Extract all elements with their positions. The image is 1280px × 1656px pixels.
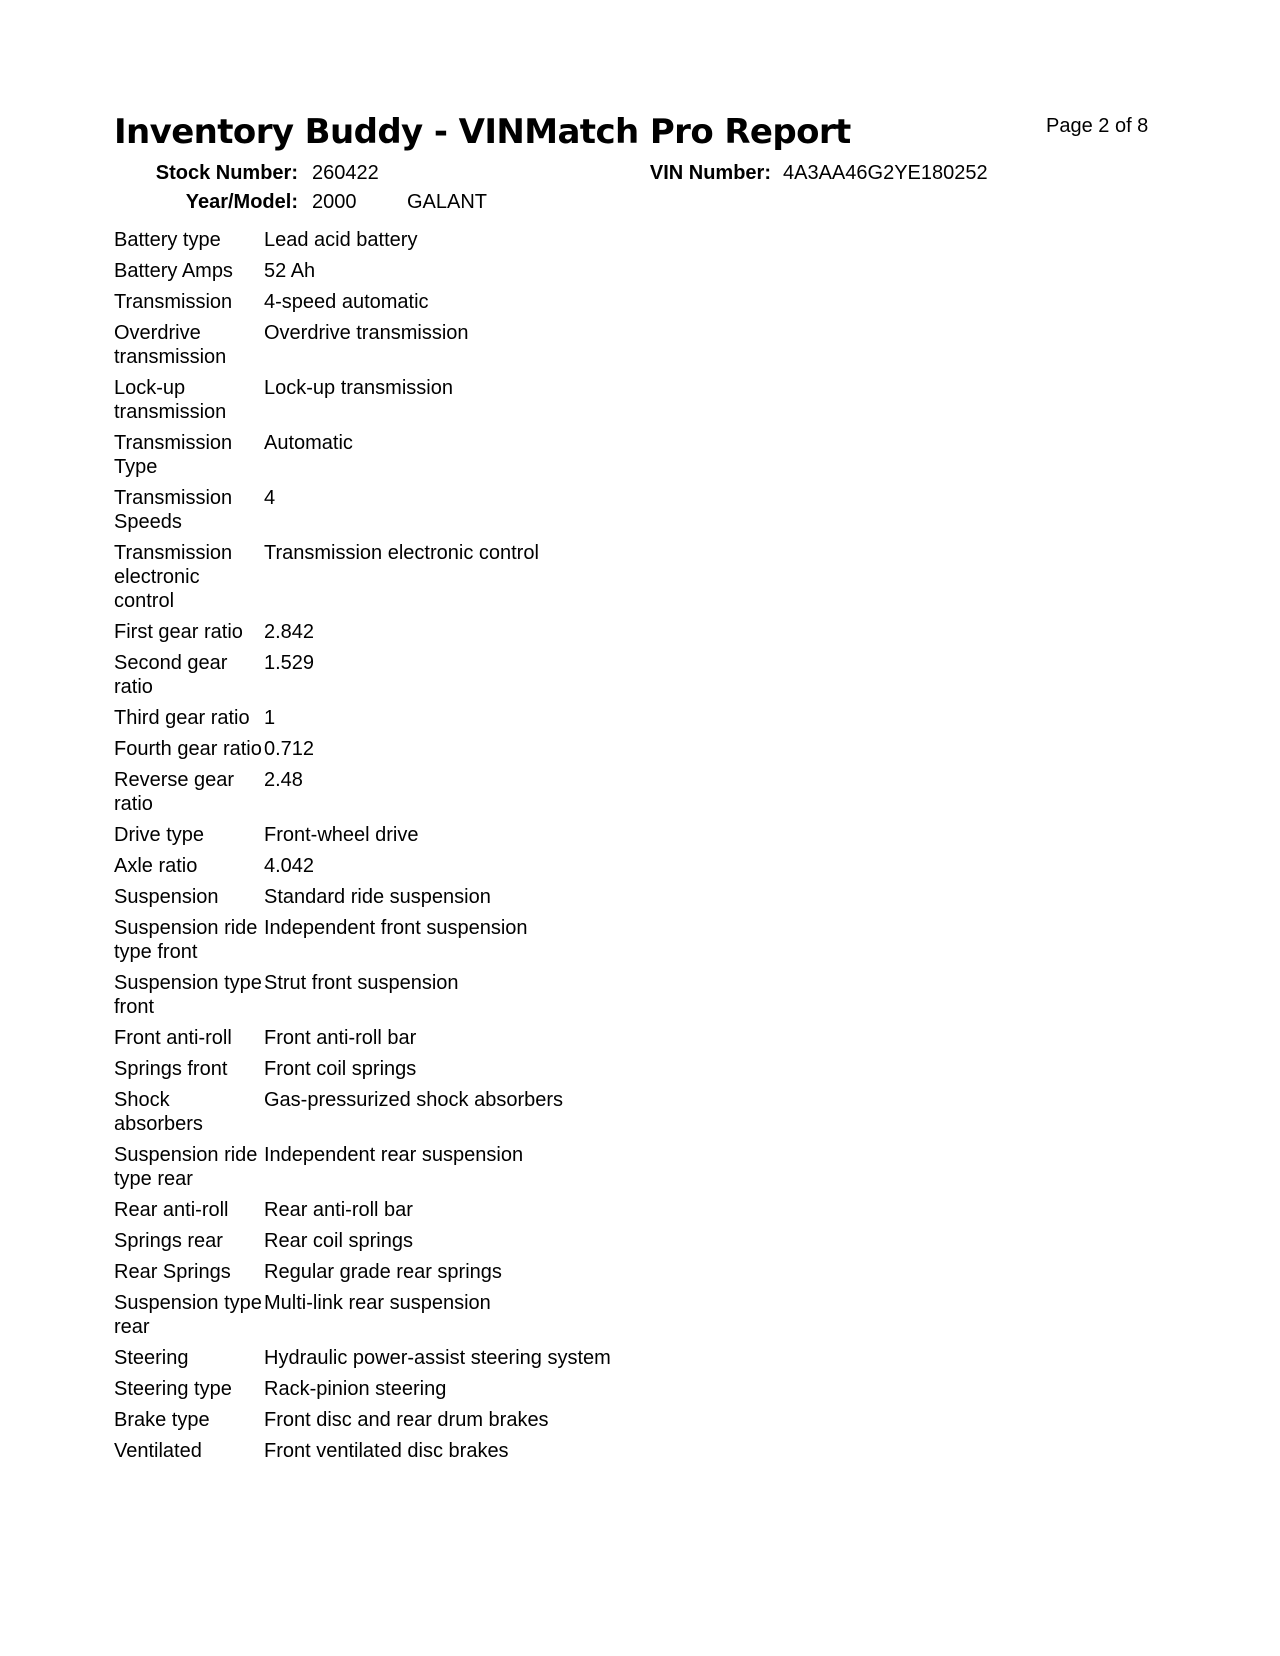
spec-row [114,431,674,479]
spec-row [114,290,674,314]
spec-label: Springs front [114,1058,228,1080]
stock-number-label: Stock Number: [155,162,298,184]
spec-label: Battery Amps [114,260,233,282]
spec-label: Shock absorbers [114,1089,203,1135]
spec-value: Lock-up transmission [264,377,453,399]
spec-list [114,228,674,1470]
spec-label: Steering [114,1347,189,1369]
spec-label: Drive type [114,824,205,846]
spec-label: Rear Springs [114,1261,231,1283]
spec-row [114,1260,674,1284]
year-model-label: Year/Model: [185,191,298,213]
spec-label: Transmission Type [114,432,233,478]
spec-row [114,1198,674,1222]
spec-label: Brake type [114,1409,210,1431]
spec-value: Overdrive transmission [264,322,469,344]
spec-label: Suspension type rear [114,1292,262,1338]
spec-row [114,651,674,699]
spec-value: Front ventilated disc brakes [264,1440,509,1462]
spec-value: 4.042 [264,855,315,877]
spec-value: Lead acid battery [264,229,418,251]
spec-value: Multi-link rear suspension [264,1292,491,1314]
spec-value: Hydraulic power-assist steering system [264,1347,611,1369]
spec-value: Gas-pressurized shock absorbers [264,1089,564,1111]
spec-row [114,1439,674,1463]
spec-label: Reverse gear ratio [114,769,235,815]
spec-row [114,620,674,644]
spec-row [114,706,674,730]
stock-number-value: 260422 [312,162,379,184]
spec-label: Suspension type front [114,972,262,1018]
vin-number-label: VIN Number: [649,162,771,184]
spec-label: Transmission electronic control [114,542,233,612]
spec-label: Transmission [114,291,233,313]
spec-label: Springs rear [114,1230,223,1252]
spec-row [114,1143,674,1191]
spec-value: Regular grade rear springs [264,1261,502,1283]
spec-row [114,916,674,964]
spec-row [114,823,674,847]
spec-row [114,259,674,283]
spec-label: Front anti-roll [114,1027,232,1049]
spec-value: 4 [264,487,276,509]
model-value: GALANT [407,191,488,213]
spec-value: Front-wheel drive [264,824,419,846]
spec-label: Second gear ratio [114,652,228,698]
spec-value: 0.712 [264,738,315,760]
spec-value: Strut front suspension [264,972,459,994]
spec-row [114,1346,674,1370]
spec-value: Rack-pinion steering [264,1378,447,1400]
spec-value: 4-speed automatic [264,291,429,313]
spec-value: Rear coil springs [264,1230,413,1252]
spec-row [114,486,674,534]
spec-row [114,1057,674,1081]
vin-number-value: 4A3AA46G2YE180252 [783,162,988,184]
spec-value: 1.529 [264,652,315,674]
spec-value: 2.48 [264,769,303,791]
spec-label: Rear anti-roll [114,1199,229,1221]
spec-value: Front anti-roll bar [264,1027,417,1049]
spec-value: Independent front suspension [264,917,528,939]
spec-value: Automatic [264,432,353,454]
spec-value: 2.842 [264,621,315,643]
spec-label: Lock-up transmission [114,377,227,423]
spec-label: Ventilated [114,1440,202,1462]
spec-label: First gear ratio [114,621,243,643]
spec-row [114,1408,674,1432]
spec-value: 52 Ah [264,260,316,282]
year-value: 2000 [312,191,357,213]
report-title: Inventory Buddy - VINMatch Pro Report [114,112,851,152]
spec-row [114,321,674,369]
spec-row [114,885,674,909]
spec-label: Suspension ride type rear [114,1144,258,1190]
spec-value: Front coil springs [264,1058,417,1080]
spec-value: Front disc and rear drum brakes [264,1409,549,1431]
spec-label: Suspension [114,886,219,908]
spec-value: Transmission electronic control [264,542,539,564]
spec-value: Standard ride suspension [264,886,491,908]
spec-label: Fourth gear ratio [114,738,262,760]
spec-row [114,1088,674,1136]
spec-label: Overdrive transmission [114,322,227,368]
spec-value: 1 [264,707,276,729]
spec-row [114,768,674,816]
spec-row [114,1229,674,1253]
spec-label: Battery type [114,229,221,251]
spec-value: Independent rear suspension [264,1144,524,1166]
spec-row [114,376,674,424]
spec-label: Third gear ratio [114,707,250,729]
spec-label: Axle ratio [114,855,198,877]
page-number: Page 2 of 8 [1046,115,1149,137]
spec-row [114,1026,674,1050]
spec-row [114,854,674,878]
spec-row [114,1377,674,1401]
spec-row [114,737,674,761]
spec-row [114,228,674,252]
spec-row [114,541,674,613]
spec-value: Rear anti-roll bar [264,1199,413,1221]
spec-row [114,1291,674,1339]
spec-label: Steering type [114,1378,232,1400]
spec-label: Suspension ride type front [114,917,258,963]
spec-label: Transmission Speeds [114,487,233,533]
spec-row [114,971,674,1019]
